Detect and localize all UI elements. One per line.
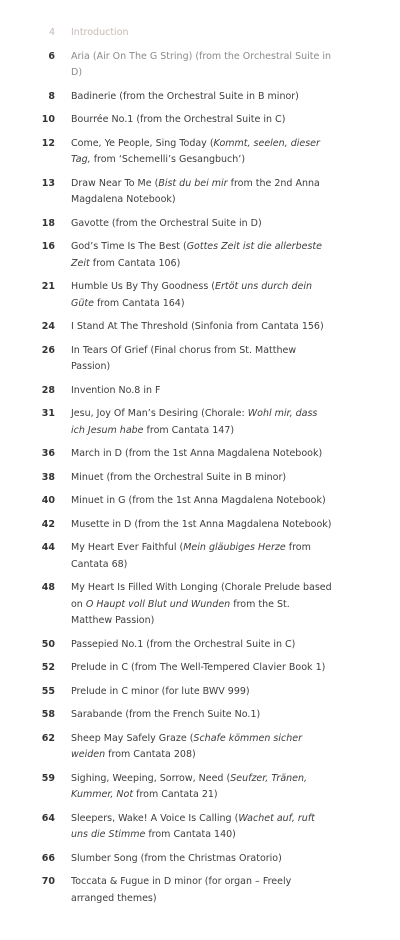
entry-title-italic-part: Ertöt uns durch dein Güte [71, 281, 312, 309]
page-number: 16 [41, 241, 55, 252]
entry-title-part: Jesu, Joy Of Man’s Desiring (Chorale: [71, 408, 248, 419]
entry-title [71, 540, 333, 573]
toc-entry [0, 517, 400, 534]
entry-title [71, 406, 333, 439]
toc-entry [0, 470, 400, 487]
entry-title [71, 684, 333, 701]
toc-entry [0, 811, 400, 844]
entry-title-part: Slumber Song (from the Christmas Oratorio) [71, 852, 282, 864]
entry-title [71, 216, 333, 233]
toc-entry [0, 684, 400, 701]
entry-title-part: from Cantata 68) [71, 542, 311, 570]
toc-entry [0, 446, 400, 463]
entry-title-part: Minuet in G (from the 1st Anna Magdalena Notebook) [71, 495, 326, 506]
page-number: 55 [41, 685, 55, 697]
page-number: 62 [41, 732, 55, 744]
entry-title [71, 136, 333, 169]
page-number: 10 [41, 114, 55, 125]
entry-title [71, 446, 333, 463]
entry-title-part: Sighing, Weeping, Sorrow, Need ( [71, 772, 231, 784]
toc-entry [0, 383, 400, 400]
page-number: 26 [41, 344, 55, 356]
toc-entry [0, 89, 400, 106]
entry-title-italic-part: Wachet auf, ruft uns die Stimme [71, 812, 315, 840]
entry-title [71, 25, 333, 42]
entry-title-part: Aria (Air On The G String) (from the Orchestral Suite in D) [71, 50, 332, 78]
entry-title-part: Badinerie (from the Orchestral Suite in B minor) [71, 90, 299, 102]
entry-title-italic-part: Wohl mir, dass ich Jesum habe [71, 408, 318, 436]
page-number: 28 [41, 384, 55, 396]
entry-title-italic-part: Schafe kömmen sicher weiden [71, 732, 303, 760]
entry-title-part: from ‘Schemelli’s Gesangbuch’) [90, 154, 246, 165]
entry-title [71, 731, 333, 764]
page-number: 8 [48, 90, 55, 102]
entry-title-part: Prelude in C (from The Well-Tempered Clavier Book 1) [71, 662, 326, 673]
page-number: 31 [41, 408, 55, 419]
entry-title [71, 239, 333, 272]
entry-title [71, 343, 333, 376]
entry-title-italic-part: Mein gläubiges Herze [183, 542, 286, 553]
page-number: 42 [41, 518, 55, 530]
toc-entry [0, 874, 400, 907]
entry-title-part: Sheep May Safely Graze ( [71, 732, 194, 744]
entry-title-part: Passepied No.1 (from the Orchestral Suite in C) [71, 638, 296, 650]
entry-title-part: My Heart Ever Faithful ( [71, 542, 184, 553]
entry-title-part: March in D (from the 1st Anna Magdalena Notebook) [71, 448, 323, 459]
toc-entry [0, 660, 400, 677]
entry-title [71, 874, 333, 907]
entry-title-part: Come, Ye People, Sing Today ( [71, 137, 214, 149]
page-number: 24 [41, 321, 55, 332]
page-number: 36 [41, 448, 55, 459]
entry-title [71, 493, 333, 510]
entry-title-part: Sarabande (from the French Suite No.1) [71, 709, 261, 720]
entry-title-italic-part: O Haupt voll Blut und Wunden [85, 598, 231, 610]
page-number: 44 [41, 542, 55, 553]
toc-entry [0, 707, 400, 724]
entry-title-italic-part: Bist du bei mir [158, 177, 228, 189]
toc-entry [0, 851, 400, 868]
page-number: 6 [48, 50, 55, 62]
entry-title-part: Sleepers, Wake! A Voice Is Calling ( [71, 812, 239, 824]
entry-title [71, 851, 333, 868]
entry-title-part: from Cantata 147) [143, 424, 235, 436]
entry-title [71, 89, 333, 106]
entry-title-part: Draw Near To Me ( [71, 177, 159, 189]
page-number: 58 [41, 709, 55, 720]
toc-entry [0, 493, 400, 510]
entry-title [71, 637, 333, 654]
page-number: 12 [41, 137, 55, 149]
toc-entry [0, 343, 400, 376]
entry-title-part: from Cantata 164) [93, 297, 185, 309]
page-number: 50 [41, 638, 55, 650]
toc-entry [0, 279, 400, 312]
toc-entry [0, 239, 400, 272]
entry-title-part: Introduction [71, 27, 129, 38]
toc-entry [0, 49, 400, 82]
entry-title [71, 112, 333, 129]
toc-entry [0, 406, 400, 439]
page-number: 64 [41, 812, 55, 824]
entry-title-italic-part: Kommt, seelen, dieser Tag, [71, 137, 320, 165]
entry-title-part: Humble Us By Thy Goodness ( [71, 281, 216, 292]
entry-title [71, 383, 333, 400]
page-number: 4 [48, 27, 55, 38]
entry-title-part: from the 2nd Anna Magdalena Notebook) [71, 177, 320, 205]
toc-entry [0, 319, 400, 336]
entry-title-part: from Cantata 140) [145, 829, 236, 840]
toc-entry [0, 112, 400, 129]
entry-title [71, 319, 333, 336]
toc-entry [0, 580, 400, 630]
table-of-contents [0, 25, 400, 914]
page-number: 70 [41, 876, 55, 887]
entry-title-part: Toccata & Fugue in D minor (for organ – Freely arranged themes) [71, 876, 292, 904]
page-number: 52 [41, 662, 55, 673]
toc-entry [0, 216, 400, 233]
entry-title-italic-part: Gottes Zeit ist die allerbeste Zeit [71, 241, 322, 269]
entry-title-part: Bourrée No.1 (from the Orchestral Suite in C) [71, 114, 286, 125]
entry-title-part: Prelude in C minor (for lute BWV 999) [71, 685, 250, 697]
entry-title [71, 707, 333, 724]
entry-title [71, 49, 333, 82]
page-number: 66 [41, 852, 55, 864]
entry-title-part: God’s Time Is The Best ( [71, 241, 187, 252]
entry-title-part: from Cantata 21) [133, 789, 218, 800]
toc-entry [0, 771, 400, 804]
toc-entry [0, 176, 400, 209]
entry-title [71, 771, 333, 804]
entry-title [71, 660, 333, 677]
entry-title-part: Gavotte (from the Orchestral Suite in D) [71, 217, 262, 229]
toc-entry [0, 136, 400, 169]
entry-title-part: I Stand At The Threshold (Sinfonia from Cantata 156) [71, 321, 324, 332]
entry-title-part: My Heart Is Filled With Longing (Chorale Prelude based on [71, 582, 332, 610]
entry-title-part: from Cantata 106) [89, 257, 181, 269]
entry-title [71, 580, 333, 630]
page-number: 21 [41, 281, 55, 292]
entry-title-part: from the St. Matthew Passion) [71, 598, 290, 626]
page-number: 48 [41, 582, 55, 593]
page-number: 40 [41, 495, 55, 506]
entry-title-italic-part: Seufzer, Tränen, Kummer, Not [71, 772, 308, 800]
toc-entry [0, 25, 400, 42]
entry-title [71, 517, 333, 534]
page-number: 38 [41, 471, 55, 483]
toc-entry [0, 731, 400, 764]
entry-title [71, 470, 333, 487]
entry-title-part: In Tears Of Grief (Final chorus from St. Matthew Passion) [71, 344, 297, 372]
entry-title-part: Invention No.8 in F [71, 384, 161, 396]
toc-entry [0, 637, 400, 654]
toc-entry [0, 540, 400, 573]
entry-title [71, 811, 333, 844]
entry-title-part: Minuet (from the Orchestral Suite in B minor) [71, 471, 287, 483]
page-number: 18 [41, 217, 55, 229]
entry-title-part: from Cantata 208) [105, 749, 196, 760]
entry-title [71, 176, 333, 209]
entry-title [71, 279, 333, 312]
page-number: 59 [41, 772, 55, 784]
page-number: 13 [41, 177, 55, 189]
entry-title-part: Musette in D (from the 1st Anna Magdalena Notebook) [71, 518, 332, 530]
